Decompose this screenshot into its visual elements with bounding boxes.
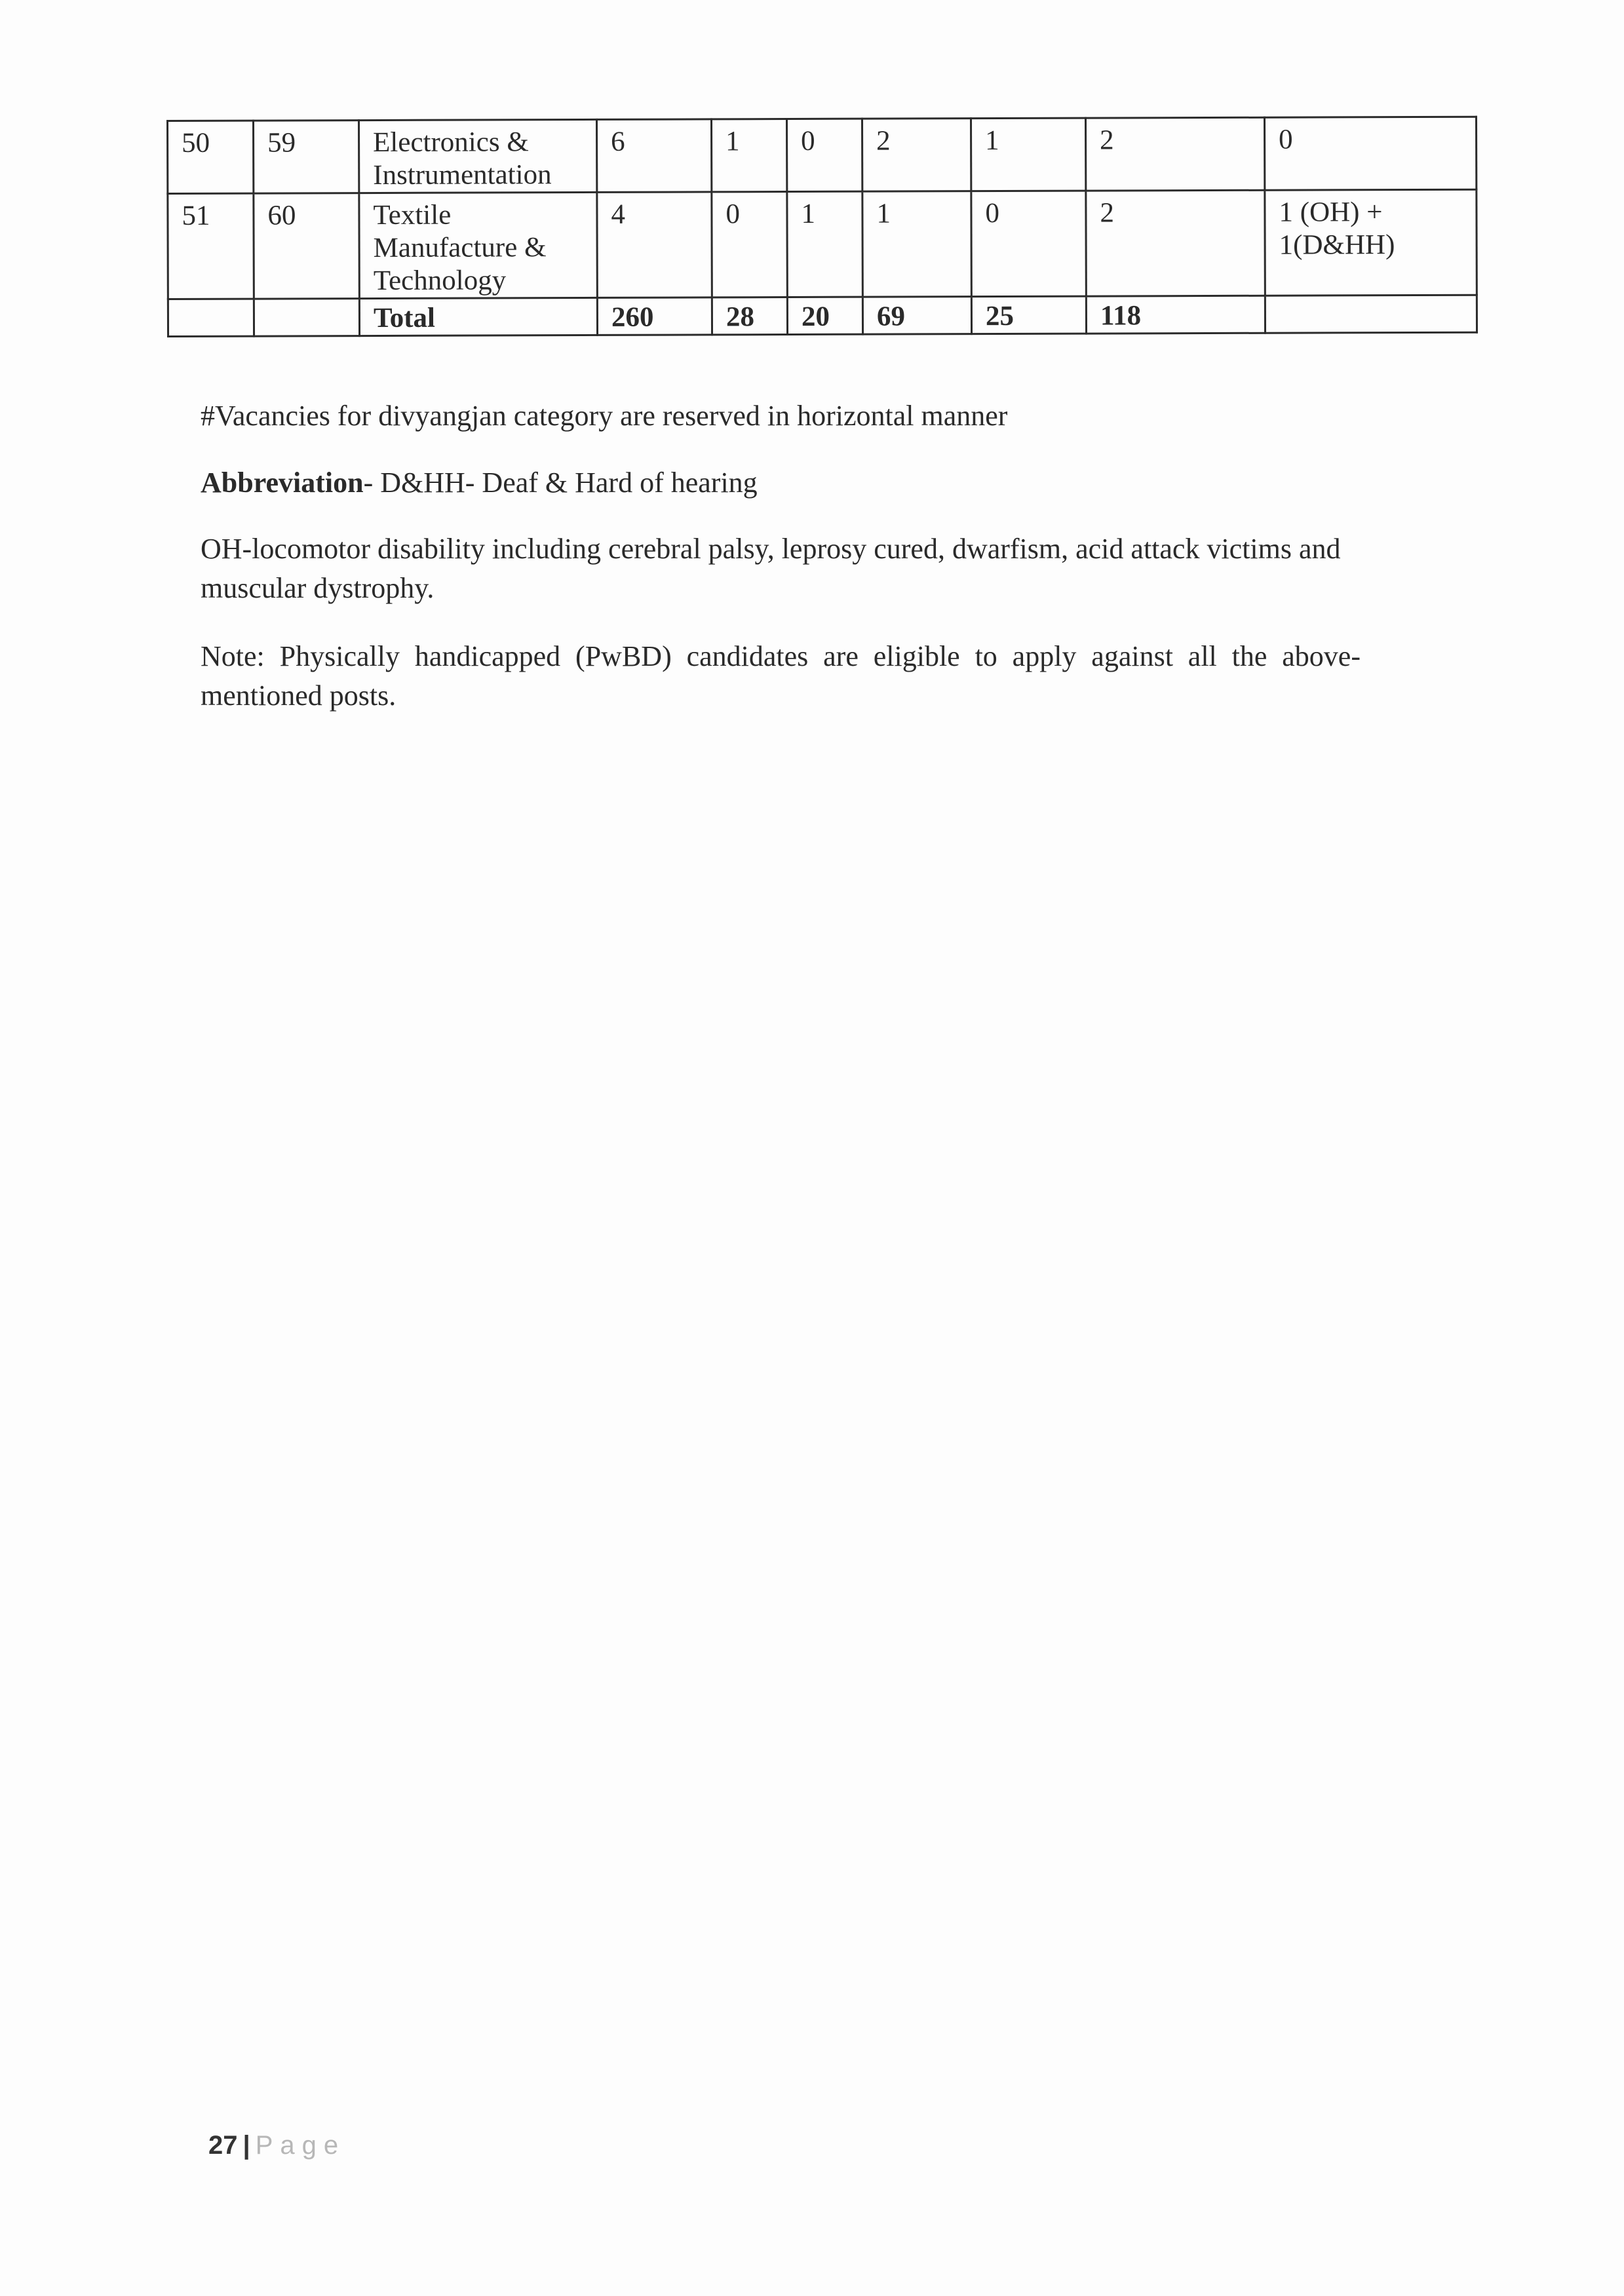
total-posts-cell: 260 <box>597 297 712 335</box>
abbreviation-line <box>201 463 1380 503</box>
page-footer <box>208 2131 345 2160</box>
footer-separator: | <box>242 2131 250 2160</box>
category-total-cell: 69 <box>862 297 971 335</box>
total-posts-cell: 4 <box>597 192 712 298</box>
category-cell: 0 <box>787 119 862 191</box>
page-label: Page <box>255 2131 346 2160</box>
total-row <box>168 295 1477 336</box>
divyangjan-cell: 1 (OH) + 1(D&HH) <box>1265 189 1477 296</box>
vacancy-table <box>166 116 1478 337</box>
category-total-cell: 28 <box>712 297 787 335</box>
eligibility-note: Note: Physically handicapped (PwBD) candidates are eligible to apply against all the above-mentioned posts. <box>201 640 1361 712</box>
category-cell: 1 <box>971 118 1085 191</box>
category-cell: 2 <box>862 119 971 192</box>
category-total-cell: 25 <box>971 296 1086 334</box>
oh-definition: OH-locomotor disability including cerebral palsy, leprosy cured, dwarfism, acid attack victims and muscular dystrophy. <box>201 533 1341 604</box>
post-code-cell: 60 <box>254 193 360 299</box>
category-cell: 2 <box>1086 190 1266 296</box>
abbreviation-text: - D&HH- Deaf & Hard of hearing <box>363 467 758 499</box>
category-cell: 2 <box>1085 117 1264 191</box>
table-row <box>168 189 1477 299</box>
page-number: 27 <box>208 2131 238 2160</box>
table-row <box>168 117 1477 193</box>
discipline-cell: Textile Manufacture & Technology <box>359 192 598 298</box>
discipline-cell: Electronics & Instrumentation <box>359 119 597 193</box>
category-cell: 1 <box>787 191 863 297</box>
category-cell: 0 <box>712 192 788 297</box>
sl-no-cell: 51 <box>168 193 254 299</box>
sl-no-cell: 50 <box>168 121 254 193</box>
category-cell: 0 <box>971 191 1087 297</box>
category-cell: 1 <box>862 191 972 297</box>
vacancies-note: #Vacancies for divyangjan category are reserved in horizontal manner <box>201 400 1008 432</box>
empty-cell <box>168 299 254 336</box>
empty-cell <box>254 299 359 337</box>
post-code-cell: 59 <box>254 121 359 194</box>
abbreviation-label: Abbreviation <box>201 467 364 499</box>
category-cell: 1 <box>712 119 787 192</box>
category-total-cell: 20 <box>787 297 862 334</box>
total-posts-cell: 6 <box>597 119 712 193</box>
divyangjan-cell: 0 <box>1264 117 1476 190</box>
category-total-cell: 118 <box>1086 296 1265 334</box>
empty-cell <box>1265 295 1477 333</box>
total-label-cell: Total <box>359 297 597 335</box>
